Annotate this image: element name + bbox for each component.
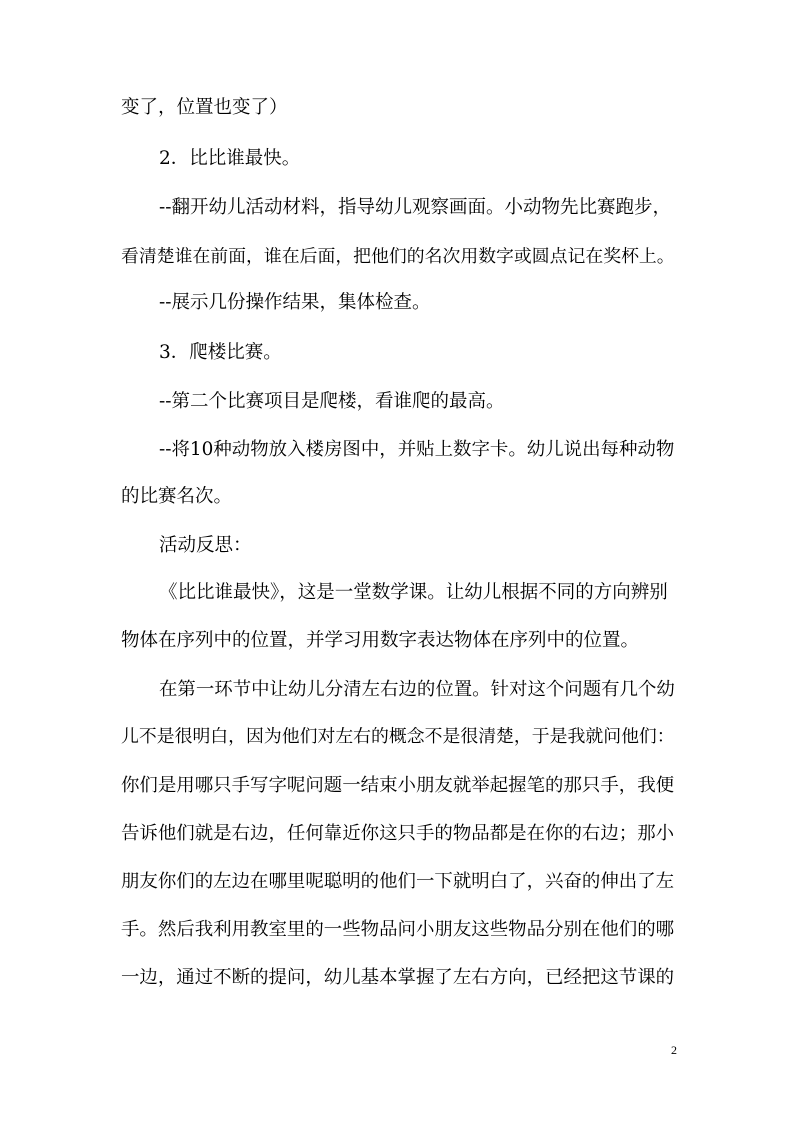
text-line: 在第一环节中让幼儿分清左右边的位置。针对这个问题有几个幼 [159, 679, 675, 700]
text-line: 变了，位置也变了） [121, 97, 288, 118]
section-heading: 3．爬楼比赛。 [159, 342, 282, 363]
text-line: 手。然后我利用教室里的一些物品问小朋友这些物品分别在他们的哪 [121, 919, 675, 940]
text-line: 的比赛名次。 [121, 486, 233, 507]
text-line: --翻开幼儿活动材料，指导幼儿观察画面。小动物先比赛跑步， [159, 197, 672, 218]
text-line: 朋友你们的左边在哪里呢聪明的他们一下就明白了，兴奋的伸出了左 [121, 871, 675, 892]
text-line: 告诉他们就是右边，任何靠近你这只手的物品都是在你的右边；那小 [121, 823, 675, 844]
text-line: --将10种动物放入楼房图中，并贴上数字卡。幼儿说出每种动物 [159, 439, 675, 460]
text-line: 活动反思： [159, 535, 252, 556]
text-line: --第二个比赛项目是爬楼，看谁爬的最高。 [159, 391, 505, 412]
section-heading: 2．比比谁最快。 [159, 148, 301, 169]
text-line: 一边，通过不断的提问，幼儿基本掌握了左右方向，已经把这节课的 [121, 967, 675, 988]
text-line: --展示几份操作结果，集体检查。 [159, 292, 431, 313]
text-line: 儿不是很明白，因为他们对左右的概念不是很清楚，于是我就问他们： [121, 726, 675, 747]
text-line: 物体在序列中的位置，并学习用数字表达物体在序列中的位置。 [121, 630, 640, 651]
text-line: 看清楚谁在前面，谁在后面，把他们的名次用数字或圆点记在奖杯上。 [121, 246, 675, 267]
text-line: 你们是用哪只手写字呢问题一结束小朋友就举起握笔的那只手，我便 [121, 775, 675, 796]
text-line: 《比比谁最快》，这是一堂数学课。让幼儿根据不同的方向辨别 [159, 582, 668, 603]
page-number: 2 [671, 1043, 677, 1057]
